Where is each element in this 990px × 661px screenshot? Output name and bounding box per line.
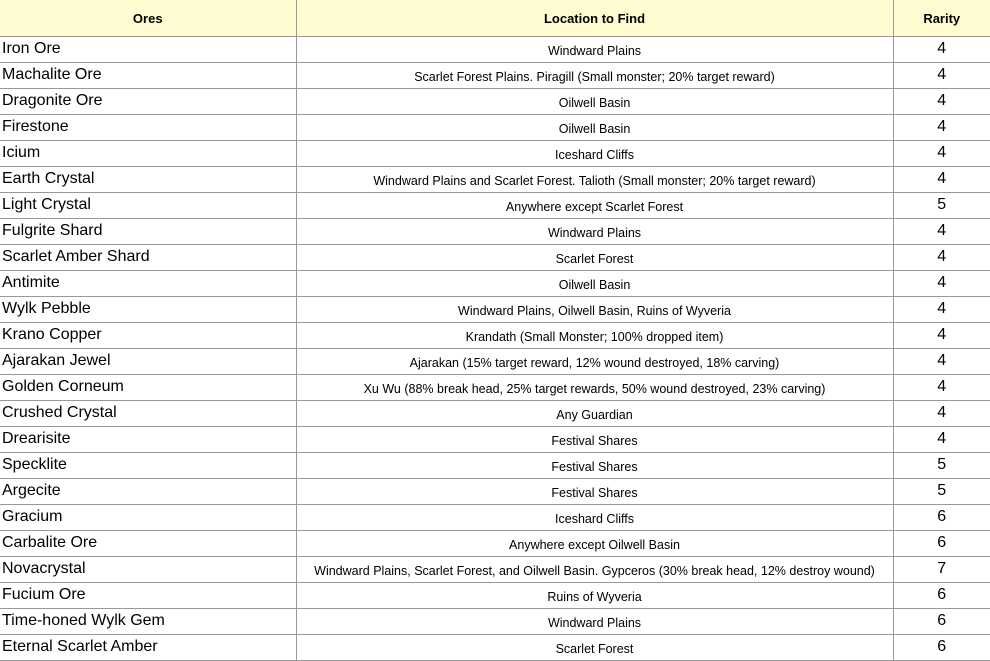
location-cell: Scarlet Forest Plains. Piragill (Small monster; 20% target reward) (296, 63, 893, 89)
ore-name-cell: Wylk Pebble (0, 297, 296, 323)
location-cell: Windward Plains (296, 219, 893, 245)
header-ores: Ores (0, 0, 296, 37)
ore-name-cell: Fucium Ore (0, 583, 296, 609)
location-cell: Windward Plains and Scarlet Forest. Talioth (Small monster; 20% target reward) (296, 167, 893, 193)
table-row (0, 401, 990, 427)
rarity-cell: 5 (893, 193, 990, 219)
rarity-cell: 4 (893, 375, 990, 401)
rarity-cell: 4 (893, 297, 990, 323)
rarity-cell: 4 (893, 141, 990, 167)
location-cell: Festival Shares (296, 479, 893, 505)
rarity-cell: 4 (893, 115, 990, 141)
rarity-cell: 4 (893, 245, 990, 271)
location-cell: Festival Shares (296, 453, 893, 479)
ore-name-cell: Earth Crystal (0, 167, 296, 193)
location-cell: Festival Shares (296, 427, 893, 453)
rarity-cell: 5 (893, 479, 990, 505)
ore-name-cell: Ajarakan Jewel (0, 349, 296, 375)
location-cell: Ruins of Wyveria (296, 583, 893, 609)
header-row (0, 0, 990, 37)
ore-name-cell: Icium (0, 141, 296, 167)
location-cell: Scarlet Forest (296, 245, 893, 271)
table-row (0, 583, 990, 609)
table-row (0, 63, 990, 89)
table-row (0, 115, 990, 141)
location-cell: Ajarakan (15% target reward, 12% wound destroyed, 18% carving) (296, 349, 893, 375)
table-row (0, 557, 990, 583)
ore-name-cell: Light Crystal (0, 193, 296, 219)
ore-name-cell: Eternal Scarlet Amber (0, 635, 296, 661)
ore-name-cell: Antimite (0, 271, 296, 297)
rarity-cell: 7 (893, 557, 990, 583)
table-row (0, 271, 990, 297)
ore-name-cell: Carbalite Ore (0, 531, 296, 557)
table-row (0, 37, 990, 63)
ore-name-cell: Firestone (0, 115, 296, 141)
location-cell: Anywhere except Scarlet Forest (296, 193, 893, 219)
rarity-cell: 4 (893, 89, 990, 115)
table-body (0, 37, 990, 661)
rarity-cell: 4 (893, 427, 990, 453)
rarity-cell: 4 (893, 401, 990, 427)
location-cell: Windward Plains, Scarlet Forest, and Oilwell Basin. Gypceros (30% break head, 12% destroy wound) (296, 557, 893, 583)
rarity-cell: 4 (893, 37, 990, 63)
rarity-cell: 5 (893, 453, 990, 479)
ore-name-cell: Iron Ore (0, 37, 296, 63)
ore-name-cell: Gracium (0, 505, 296, 531)
ore-name-cell: Novacrystal (0, 557, 296, 583)
location-cell: Windward Plains (296, 609, 893, 635)
location-cell: Anywhere except Oilwell Basin (296, 531, 893, 557)
ore-name-cell: Krano Copper (0, 323, 296, 349)
table-row (0, 609, 990, 635)
location-cell: Windward Plains, Oilwell Basin, Ruins of Wyveria (296, 297, 893, 323)
ore-name-cell: Specklite (0, 453, 296, 479)
location-cell: Iceshard Cliffs (296, 141, 893, 167)
table-row (0, 141, 990, 167)
rarity-cell: 6 (893, 531, 990, 557)
table-row (0, 427, 990, 453)
location-cell: Scarlet Forest (296, 635, 893, 661)
location-cell: Iceshard Cliffs (296, 505, 893, 531)
table-row (0, 531, 990, 557)
location-cell: Oilwell Basin (296, 115, 893, 141)
table-row (0, 323, 990, 349)
table-row (0, 635, 990, 661)
ore-name-cell: Drearisite (0, 427, 296, 453)
header-location: Location to Find (296, 0, 893, 37)
rarity-cell: 6 (893, 583, 990, 609)
ore-name-cell: Fulgrite Shard (0, 219, 296, 245)
location-cell: Windward Plains (296, 37, 893, 63)
ore-name-cell: Dragonite Ore (0, 89, 296, 115)
table-row (0, 193, 990, 219)
header-rarity: Rarity (893, 0, 990, 37)
location-cell: Any Guardian (296, 401, 893, 427)
rarity-cell: 4 (893, 63, 990, 89)
location-cell: Xu Wu (88% break head, 25% target rewards, 50% wound destroyed, 23% carving) (296, 375, 893, 401)
table-row (0, 479, 990, 505)
rarity-cell: 4 (893, 167, 990, 193)
location-cell: Oilwell Basin (296, 89, 893, 115)
table-row (0, 89, 990, 115)
rarity-cell: 6 (893, 609, 990, 635)
rarity-cell: 4 (893, 349, 990, 375)
rarity-cell: 4 (893, 323, 990, 349)
ore-name-cell: Machalite Ore (0, 63, 296, 89)
rarity-cell: 6 (893, 505, 990, 531)
table-row (0, 245, 990, 271)
table-row (0, 349, 990, 375)
ore-name-cell: Time-honed Wylk Gem (0, 609, 296, 635)
table-row (0, 453, 990, 479)
table-row (0, 167, 990, 193)
table-row (0, 297, 990, 323)
ore-name-cell: Crushed Crystal (0, 401, 296, 427)
table-row (0, 219, 990, 245)
location-cell: Krandath (Small Monster; 100% dropped item) (296, 323, 893, 349)
ore-name-cell: Golden Corneum (0, 375, 296, 401)
table-row (0, 505, 990, 531)
rarity-cell: 6 (893, 635, 990, 661)
location-cell: Oilwell Basin (296, 271, 893, 297)
rarity-cell: 4 (893, 271, 990, 297)
ore-name-cell: Scarlet Amber Shard (0, 245, 296, 271)
ore-name-cell: Argecite (0, 479, 296, 505)
rarity-cell: 4 (893, 219, 990, 245)
table-row (0, 375, 990, 401)
